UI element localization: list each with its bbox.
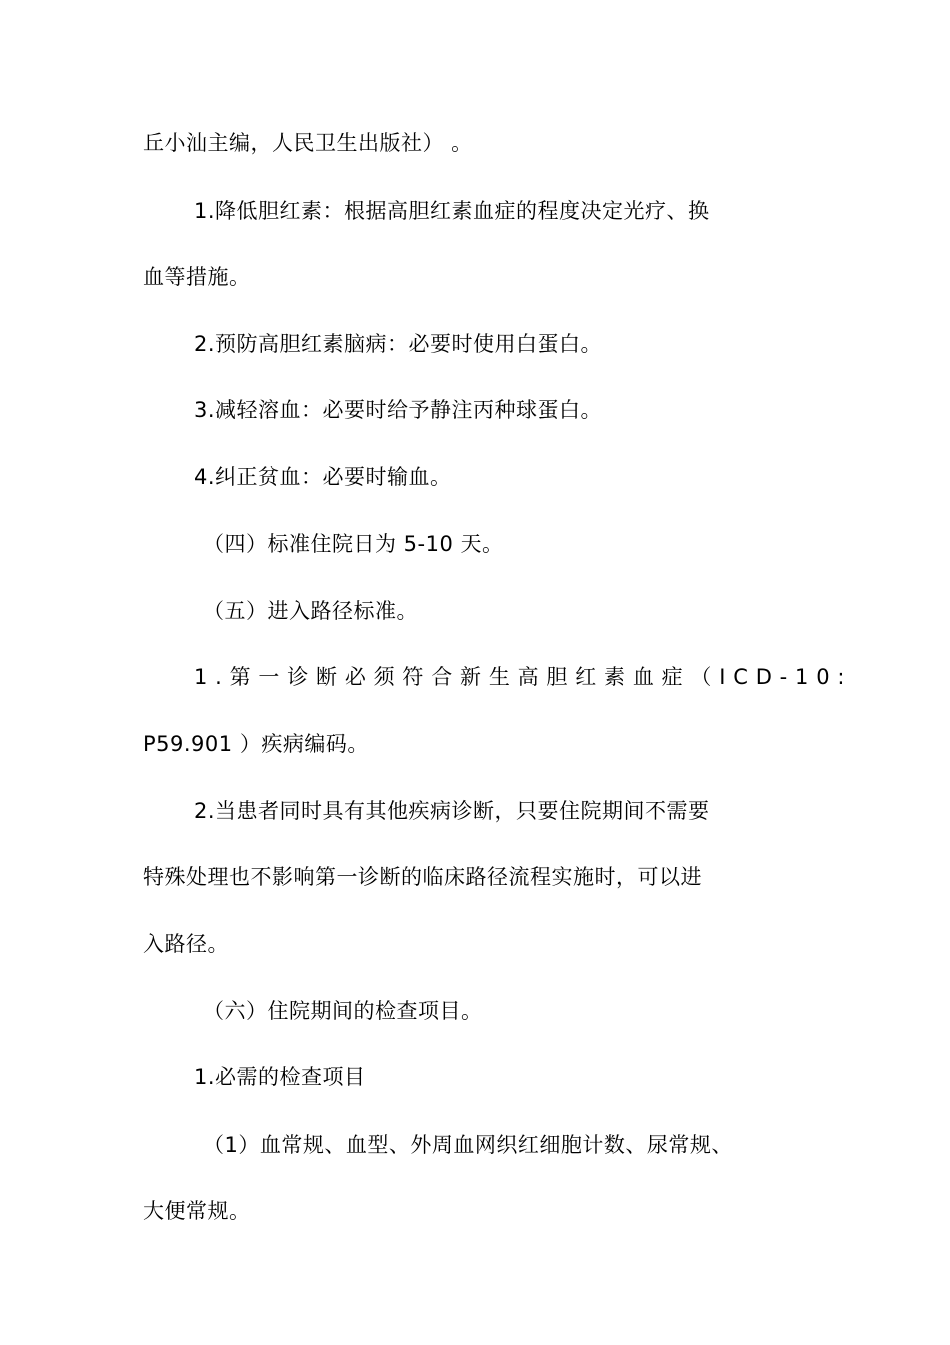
text-line-item-1-reduce-bilirubin: 1.降低胆红素：根据高胆红素血症的程度决定光疗、换 (194, 199, 710, 223)
section-heading-examinations: （六）住院期间的检查项目。 (203, 999, 483, 1023)
text-line-entry-criteria-2-end: 入路径。 (143, 932, 229, 956)
section-heading-entry-criteria: （五）进入路径标准。 (203, 599, 418, 623)
text-line-entry-criteria-2-continuation: 特殊处理也不影响第一诊断的临床路径流程实施时，可以进 (143, 865, 702, 889)
text-line-item-2-prevent-encephalopathy: 2.预防高胆红素脑病：必要时使用白蛋白。 (194, 332, 603, 356)
text-line-required-examinations: 1.必需的检查项目 (194, 1065, 366, 1089)
text-line-examination-list: （1）血常规、血型、外周血网织红细胞计数、尿常规、 (203, 1133, 733, 1157)
section-heading-hospital-days: （四）标准住院日为 5-10 天。 (203, 532, 504, 556)
text-line-item-3-reduce-hemolysis: 3.减轻溶血：必要时给予静注丙种球蛋白。 (194, 398, 603, 422)
text-line-entry-criteria-2: 2.当患者同时具有其他疾病诊断，只要住院期间不需要 (194, 799, 710, 823)
text-line-item-4-correct-anemia: 4.纠正贫血：必要时输血。 (194, 465, 452, 489)
text-line-entry-criteria-1-continuation: P59.901 ）疾病编码。 (143, 732, 369, 756)
text-line-reference-continuation: 丘小汕主编，人民卫生出版社） 。 (143, 131, 473, 155)
text-line-examination-list-continuation: 大便常规。 (143, 1199, 251, 1223)
text-line-entry-criteria-1: 1.第一诊断必须符合新生高胆红素血症（ICD-10: (194, 665, 853, 689)
text-line-item-1-continuation: 血等措施。 (143, 265, 251, 289)
